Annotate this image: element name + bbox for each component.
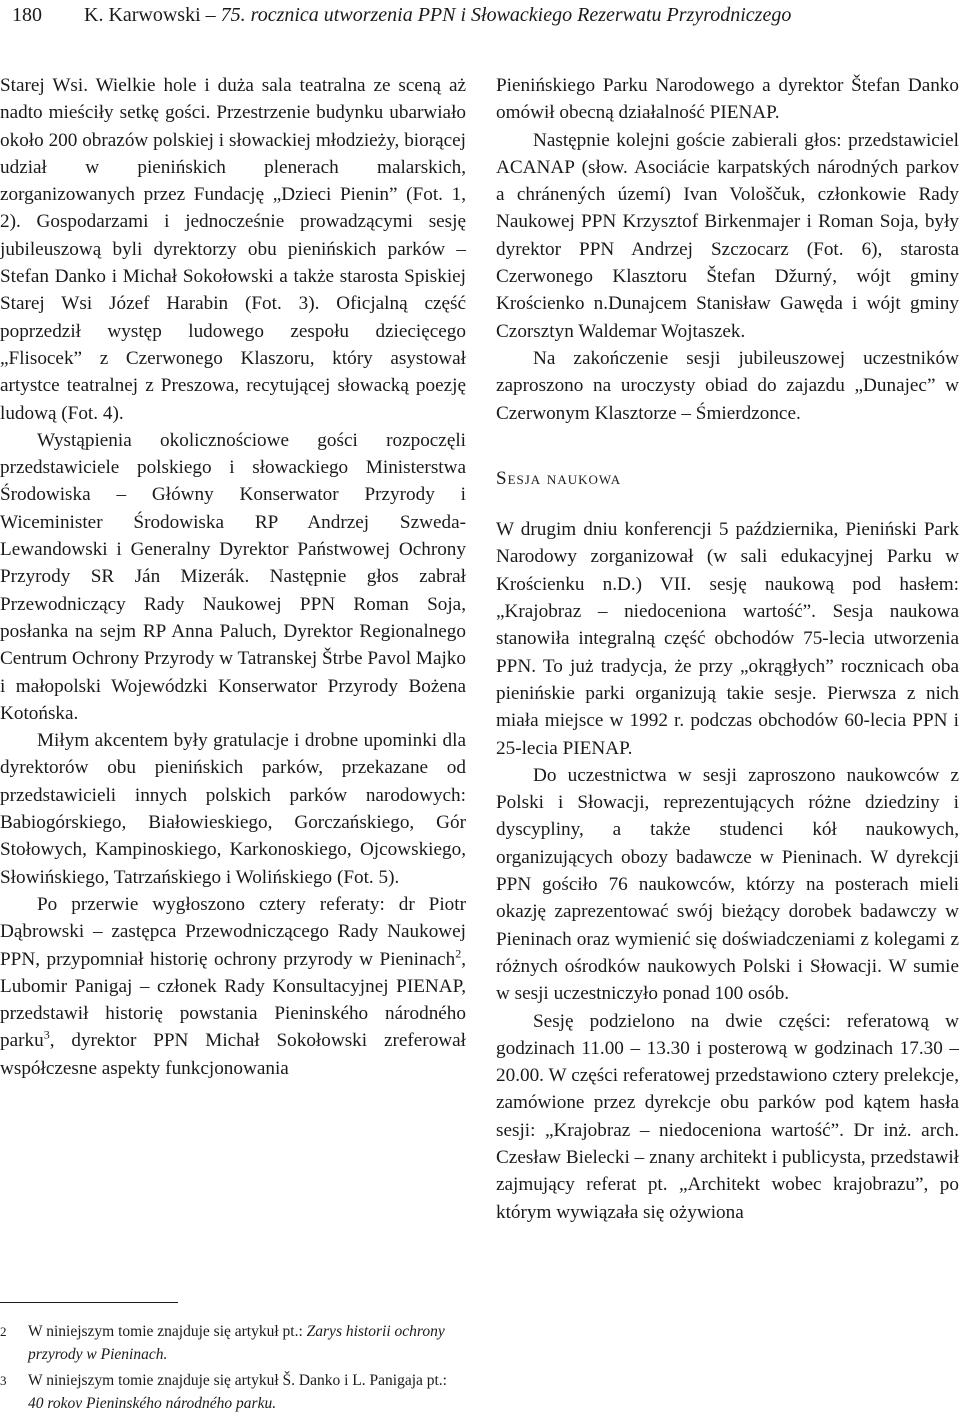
footnote-mark: 3 (0, 1373, 7, 1388)
paragraph: Wystąpienia okolicznościowe gości rozpoczęli przedstawiciele polskiego i słowackiego Ministerstwa Środowiska – Główny Konserwator Przyrody i Wiceminister Środowiska RP Andrzej Szweda-Lewandowski i Generalny Dyrektor Państwowej Ochrony Przyrody SR Ján Mizerák. Następnie głos zabrał Przewodniczący Rady Naukowej PPN Roman Soja, posłanka na sejm RP Anna Paluch, Dyrektor Regionalnego Centrum Ochrony Przyrody w Tatranskej Štrbe Pavol Majko i małopolski Wojewódzki Konserwator Przyrody Bożena Kotońska. (0, 429, 466, 724)
footnote-title: Zarys historii ochrony przyrody w Pieninach. (28, 1323, 445, 1363)
footnote-divider (0, 1302, 178, 1303)
footnote-body (28, 1370, 466, 1415)
footnote (0, 1321, 466, 1366)
page-number: 180 (12, 4, 42, 26)
paragraph: Następnie kolejni goście zabierali głos: przedstawiciel ACANAP (słow. Asociácie karpatských národných parkov a chránených území) Ivan Vološčuk, członkowie Rady Naukowej PPN Krzysztof Birkenmajer i Roman Soja, były dyrektor PPN Andrzej Szczocarz (Fot. 6), starosta Czerwonego Klasztoru Štefan Džurný, wójt gminy Krościenko n.Dunajcem Stanisław Gawęda i wójt gminy Czorsztyn Waldemar Wojtaszek. (496, 129, 959, 342)
paragraph: Sesję podzielono na dwie części: referatową w godzinach 11.00 – 13.30 i posterową w godzinach 17.30 – 20.00. W części referatowej przedstawiono cztery prelekcje, zamówione przez dyrekcje obu parków pod kątem hasła sesji: „Krajobraz – niedoceniona wartość”. Dr inż. arch. Czesław Bielecki – znany architekt i publicysta, przedstawił zajmujący referat pt. „Architekt wobec krajobrazu”, po którym wywiązała się ożywiona (496, 1010, 959, 1223)
footnote (0, 1370, 466, 1415)
paragraph: Na zakończenie sesji jubileuszowej uczestników zaproszono na uroczysty obiad do zajazdu „Dunajec” w Czerwonym Klasztorze – Śmierdzonce. (496, 347, 959, 424)
section-heading: Sesja naukowa (496, 467, 622, 489)
paragraph: Do uczestnictwa w sesji zaproszono naukowców z Polski i Słowacji, reprezentujących różne dziedziny i dyscypliny, a także studenci kół naukowych, organizujących obozy badawcze w Pieninach. W dyrekcji PPN gościło 76 naukowców, którzy na posterach mieli okazję zaprezentować swój bieżący dorobek badawczy w Pieninach oraz wymienić się doświadczeniami z kolegami z różnych ośrodków naukowych Polski i Słowacji. W sumie w sesji uczestniczyło ponad 100 osób. (496, 764, 959, 1005)
paragraph: W drugim dniu konferencji 5 października, Pieniński Park Narodowy zorganizował (w sali edukacyjnej Parku w Krościenku n.D.) VII. sesję naukową pod hasłem: „Krajobraz – niedoceniona wartość”. Sesja naukowa stanowiła integralną część obchodów 75-lecia utworzenia PPN. To już tradycja, że przy „okrągłych” rocznicach oba pienińskie parki organizują takie sesje. Pierwsza z nich miała miejsce w 1992 r. podczas obchodów 60-lecia PPN i 25-lecia PIENAP. (496, 519, 959, 759)
running-header (12, 0, 948, 30)
paragraph: Pienińskiego Parku Narodowego a dyrektor Štefan Danko omówił obecną działalność PIENAP. (496, 75, 959, 124)
footnotes (0, 1321, 466, 1419)
footnote-mark: 2 (0, 1324, 7, 1339)
footnote-title: 40 rokov Pieninského národného parku. (28, 1394, 277, 1412)
paragraph-text: Po przerwie wygłoszono cztery referaty: dr Piotr Dąbrowski – zastępca Przewodniczącego Rady Naukowej PPN, przypomniał historię ochrony przyrody w Pieninach (0, 893, 466, 970)
footnote-ref[interactable]: 2 (455, 946, 462, 961)
footnote-text: W niniejszym tomie znajduje się artykuł Š. Danko i L. Panigaja pt.: (28, 1372, 447, 1389)
paragraph-text: , dyrektor PPN Michał Sokołowski zreferował współczesne aspekty funkcjonowania (0, 1030, 466, 1079)
right-column (496, 72, 959, 1226)
paragraph: Miłym akcentem były gratulacje i drobne upominki dla dyrektorów obu pienińskich parków, przekazane od przedstawicieli innych polskich parków narodowych: Babiogórskiego, Białowieskiego, Gorczańskiego, Gór Stołowych, Kampinoskiego, Karkonoskiego, Ojcowskiego, Słowińskiego, Tatrzańskiego i Wolińskiego (Fot. 5). (0, 730, 466, 888)
header-author: K. Karwowski – (84, 4, 221, 26)
paragraph: Starej Wsi. Wielkie hole i duża sala teatralna ze sceną aż nadto mieściły setkę gości. Przestrzenie budynku ubarwiało około 200 obrazów polskiej i słowackiej młodzieży, biorącej udział w pienińskich plenerach malarskich, zorganizowanych przez Fundację „Dzieci Pienin” (Fot. 1, 2). Gospodarzami i jednocześnie prowadzącymi sesję jubileuszową byli dyrektorzy obu pienińskich parków – Stefan Danko i Michał Sokołowski a także starosta Spiskiej Starej Wsi Józef Harabin (Fot. 3). Oficjalną część poprzedził występ ludowego zespołu dziecięcego „Flisocek” z Czerwonego Klaszoru, który asystował artystce teatralnej z Preszowa, recytującej słowacką poezję ludową (Fot. 4). (0, 75, 466, 424)
left-column (0, 72, 466, 1082)
header-title: 75. rocznica utworzenia PPN i Słowackiego Rezerwatu Przyrodniczego (220, 4, 792, 26)
paragraph-text: , Lubomir Panigaj – członek Rady Konsultacyjnej PIENAP, przedstawił historię powstania Pieninského národného parku (0, 948, 466, 1052)
footnote-ref[interactable]: 3 (43, 1028, 50, 1042)
footnote-body (28, 1321, 466, 1366)
footnote-text: W niniejszym tomie znajduje się artykuł pt.: (28, 1323, 307, 1340)
paragraph (0, 891, 466, 1082)
